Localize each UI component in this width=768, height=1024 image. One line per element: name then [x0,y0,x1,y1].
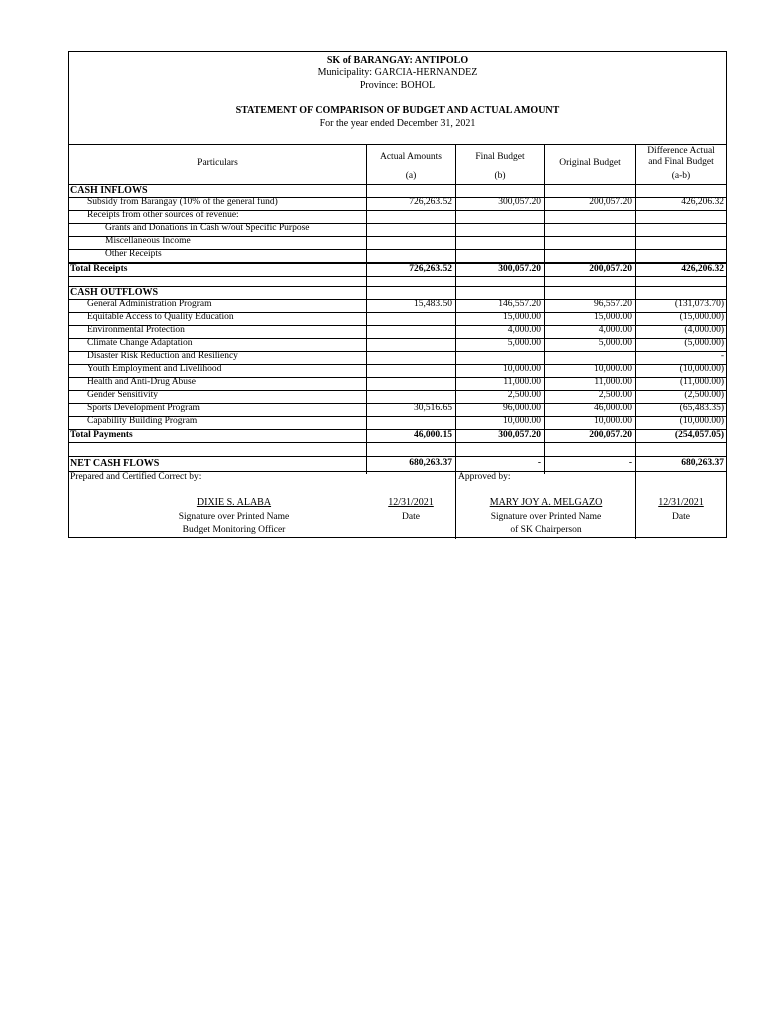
cash-inflows-heading: CASH INFLOWS [70,185,148,196]
total-payments-actual: 46,000.15 [414,430,452,440]
inflow-row-rule [69,249,726,250]
outflow-row-final: 146,557.20 [498,299,541,309]
col-header-actual: Actual Amounts [379,152,442,162]
net-cash-flows-diff: 680,263.37 [681,458,724,468]
total-payments-label: Total Payments [70,430,133,440]
outflow-row-original: 15,000.00 [594,312,632,322]
col-header-original: Original Budget [559,158,621,168]
approver-date: 12/31/2021 [658,497,704,508]
approved-by-label: Approved by: [458,472,511,482]
outflow-row-label: Equitable Access to Quality Education [87,312,234,322]
net-cash-flows-actual: 680,263.37 [409,458,452,468]
province-line: Province: BOHOL [359,80,436,91]
approver-name: MARY JOY A. MELGAZO [489,497,603,508]
total-payments-original: 200,057.20 [589,430,632,440]
budget-statement-sheet [68,51,727,538]
outflow-row-original: 2,500.00 [598,390,632,400]
col-header-final-sub: (b) [494,171,506,181]
outflow-row-actual: 15,483.50 [414,299,452,309]
total-receipts-original: 200,057.20 [589,264,632,274]
inflow-row-label: Grants and Donations in Cash w/out Specific Purpose [105,223,310,233]
outflow-row-diff: (5,000.00) [684,338,724,348]
outflow-row-label: Capability Building Program [87,416,198,426]
outflow-row-original: 10,000.00 [594,364,632,374]
outflow-row-original: 96,557.20 [594,299,632,309]
inflow-row-original: 200,057.20 [589,197,632,207]
outflow-row-diff: (10,000.00) [679,364,724,374]
total-receipts-actual: 726,263.52 [409,264,452,274]
outflow-row-diff: (65,483.35) [679,403,724,413]
outflow-row-label: Gender Sensitivity [87,390,158,400]
outflow-row-diff: (10,000.00) [679,416,724,426]
prepared-by-label: Prepared and Certified Correct by: [70,472,202,482]
inflow-row-label: Miscellaneous Income [105,236,191,246]
outflow-row-final: 10,000.00 [503,416,541,426]
outflow-row-final: 4,000.00 [507,325,541,335]
outflow-row-original: 5,000.00 [598,338,632,348]
outflow-row-original: 10,000.00 [594,416,632,426]
inflow-row-final: 300,057.20 [498,197,541,207]
outflow-row-final: 96,000.00 [503,403,541,413]
total-payments-diff: (254,057.05) [674,430,724,440]
approver-date-caption: Date [672,512,690,522]
outflow-row-final: 5,000.00 [507,338,541,348]
statement-title: STATEMENT OF COMPARISON OF BUDGET AND ACTUAL AMOUNT [235,105,560,116]
outflow-row-diff: (131,073.70) [674,299,724,309]
inflow-row-diff: 426,206.32 [681,197,724,207]
outflow-row-final: 15,000.00 [503,312,541,322]
preparer-date: 12/31/2021 [388,497,434,508]
outflow-row-label: Health and Anti-Drug Abuse [87,377,196,387]
net-cash-flows-final: - [537,458,541,468]
municipality-line: Municipality: GARCIA-HERNANDEZ [317,67,478,78]
net-cash-flows-label: NET CASH FLOWS [70,458,160,469]
total-payments-final: 300,057.20 [498,430,541,440]
total-receipts-diff: 426,206.32 [681,264,724,274]
sk-barangay-line: SK of BARANGAY: ANTIPOLO [326,55,469,66]
col-header-diff-sub: (a-b) [671,171,691,181]
outflow-row-final: 10,000.00 [503,364,541,374]
outflow-row-label: Environmental Protection [87,325,185,335]
preparer-signature-caption: Signature over Printed Name [178,512,290,522]
outflow-row-original: 4,000.00 [598,325,632,335]
preparer-date-caption: Date [402,512,420,522]
outflow-row-final: 2,500.00 [507,390,541,400]
inflow-row-actual: 726,263.52 [409,197,452,207]
inflow-row-label: Other Receipts [105,249,162,259]
outflow-row-final: 11,000.00 [503,377,541,387]
outflow-row-diff: (15,000.00) [679,312,724,322]
outflow-row-actual: 30,516.65 [414,403,452,413]
col-header-diff-2: and Final Budget [648,157,714,167]
total-receipts-final: 300,057.20 [498,264,541,274]
preparer-position: Budget Monitoring Officer [182,525,286,535]
statement-subtitle: For the year ended December 31, 2021 [319,118,476,129]
col-header-final: Final Budget [475,152,525,162]
outflow-row-original: 11,000.00 [594,377,632,387]
outflow-row-label: Climate Change Adaptation [87,338,193,348]
net-cash-flows-original: - [628,458,632,468]
total-receipts-label: Total Receipts [70,264,128,274]
inflow-row-label: Subsidy from Barangay (10% of the general fund) [87,197,278,207]
outflow-row-original: 46,000.00 [594,403,632,413]
col-header-particulars: Particulars [197,158,238,168]
approver-position: of SK Chairperson [510,525,582,535]
outflow-row-diff: - [720,351,724,361]
outflow-row-label: Sports Development Program [87,403,200,413]
preparer-name: DIXIE S. ALABA [196,497,272,508]
outflow-row-diff: (11,000.00) [680,377,724,387]
outflow-row-label: Youth Employment and Livelihood [87,364,222,374]
outflow-row-diff: (4,000.00) [684,325,724,335]
outflow-row-label: Disaster Risk Reduction and Resiliency [87,351,238,361]
inflow-row-label: Receipts from other sources of revenue: [87,210,239,220]
outflow-row-diff: (2,500.00) [684,390,724,400]
outflow-row-label: General Administration Program [87,299,212,309]
col-header-actual-sub: (a) [405,171,417,181]
cash-outflows-heading: CASH OUTFLOWS [70,287,159,298]
col-header-diff-1: Difference Actual [647,146,715,156]
approver-signature-caption: Signature over Printed Name [490,512,602,522]
